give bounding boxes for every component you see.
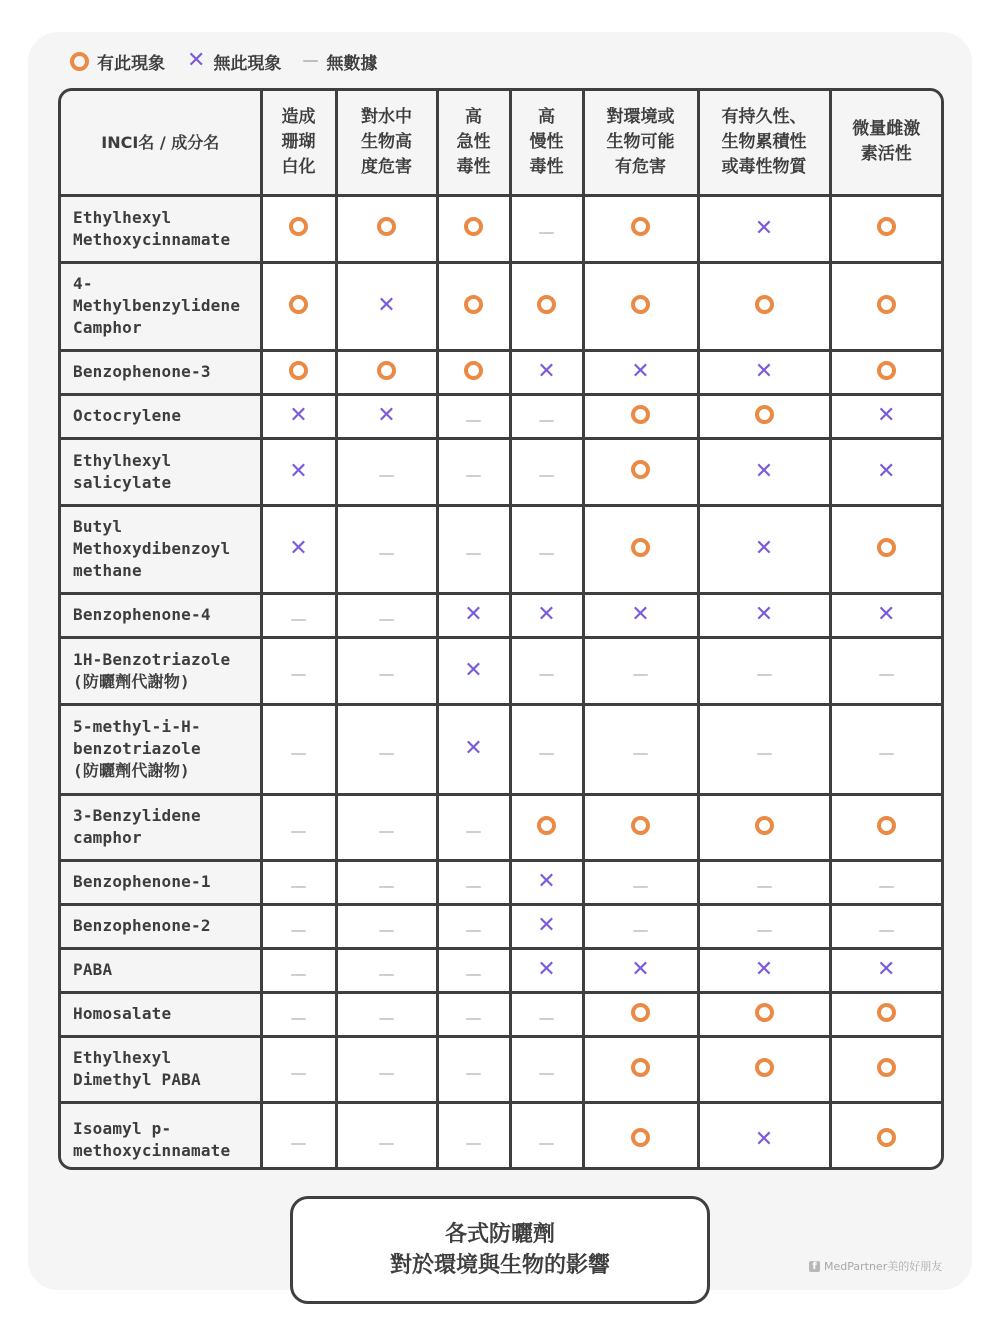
ring-icon [877, 538, 896, 557]
status-cell [698, 860, 830, 904]
ring-icon [631, 1058, 650, 1077]
table-row [61, 394, 941, 438]
ring-icon [464, 217, 483, 236]
status-cell [510, 637, 583, 704]
table-row [61, 505, 941, 593]
legend-item-present [70, 49, 165, 74]
status-cell [830, 794, 941, 860]
dash-icon [466, 930, 481, 932]
status-cell [698, 704, 830, 794]
dash-icon [291, 886, 306, 888]
ring-icon [464, 361, 483, 380]
status-cell [261, 350, 336, 394]
dash-icon [879, 886, 894, 888]
cross-icon: ✕ [289, 536, 308, 561]
status-cell [336, 794, 437, 860]
status-cell [830, 860, 941, 904]
ingredient-name: PABA [61, 948, 261, 992]
status-cell [698, 948, 830, 992]
status-cell [261, 794, 336, 860]
dash-icon [379, 831, 394, 833]
ingredient-name: 3-Benzylidene camphor [61, 794, 261, 860]
cross-icon: ✕ [464, 736, 483, 761]
dash-icon [379, 1073, 394, 1075]
legend-label: 無數據 [326, 53, 378, 74]
status-cell [583, 860, 698, 904]
dash-icon [539, 420, 554, 422]
status-cell [261, 904, 336, 948]
title-line-2: 對於環境與生物的影響 [389, 1253, 610, 1278]
status-cell [336, 637, 437, 704]
brand-credit [809, 1258, 942, 1274]
status-cell [336, 1036, 437, 1102]
status-cell [698, 904, 830, 948]
status-cell [510, 794, 583, 860]
ring-icon [631, 1128, 650, 1147]
status-cell [830, 394, 941, 438]
dash-icon [379, 674, 394, 676]
status-cell [830, 992, 941, 1036]
status-cell [336, 1102, 437, 1170]
status-cell [336, 860, 437, 904]
status-cell [336, 195, 437, 262]
status-cell [510, 704, 583, 794]
status-cell [336, 505, 437, 593]
cross-icon: ✕ [754, 957, 774, 982]
ring-icon [755, 405, 774, 424]
status-cell [437, 262, 510, 350]
status-cell [830, 262, 941, 350]
cross-icon: ✕ [877, 403, 896, 428]
status-cell [583, 704, 698, 794]
status-cell [437, 593, 510, 637]
dash-icon [633, 674, 648, 676]
status-cell [830, 904, 941, 948]
dash-icon [879, 753, 894, 755]
status-cell [336, 904, 437, 948]
cross-icon: ✕ [187, 48, 206, 73]
status-cell [336, 992, 437, 1036]
status-cell [698, 195, 830, 262]
status-cell [336, 394, 437, 438]
status-cell [510, 948, 583, 992]
dash-icon [379, 1143, 394, 1145]
ingredient-name: Benzophenone-2 [61, 904, 261, 948]
ring-icon [877, 1128, 896, 1147]
dash-icon [291, 831, 306, 833]
status-cell [830, 637, 941, 704]
status-cell [437, 1036, 510, 1102]
status-cell [510, 195, 583, 262]
facebook-icon: f [809, 1261, 820, 1272]
dash-icon [539, 1018, 554, 1020]
ingredient-name: Ethylhexyl Methoxycinnamate [61, 195, 261, 262]
dash-icon [466, 420, 481, 422]
cross-icon: ✕ [877, 458, 896, 484]
dash-icon [379, 619, 394, 621]
status-cell [698, 794, 830, 860]
status-cell [336, 350, 437, 394]
status-cell [583, 262, 698, 350]
status-cell [261, 992, 336, 1036]
cross-icon: ✕ [631, 602, 650, 627]
status-cell [698, 1036, 830, 1102]
cross-icon: ✕ [377, 403, 396, 428]
status-cell [437, 505, 510, 593]
status-cell [510, 394, 583, 438]
status-cell [510, 904, 583, 948]
ring-icon [631, 217, 650, 236]
cross-icon: ✕ [754, 536, 774, 561]
status-cell [261, 505, 336, 593]
ring-icon [631, 460, 650, 479]
status-cell [261, 1036, 336, 1102]
cross-icon: ✕ [537, 913, 556, 938]
dash-icon [466, 886, 481, 888]
sunscreen-impact-table [58, 88, 944, 1170]
status-cell [510, 1102, 583, 1170]
status-cell [261, 593, 336, 637]
cross-icon: ✕ [631, 359, 650, 384]
dash-icon [466, 1073, 481, 1075]
cross-icon: ✕ [464, 602, 483, 627]
ingredient-name: Homosalate [61, 992, 261, 1036]
status-cell [698, 350, 830, 394]
status-cell [830, 948, 941, 992]
status-cell [510, 350, 583, 394]
table-row [61, 1036, 941, 1102]
status-cell [437, 860, 510, 904]
cross-icon: ✕ [377, 293, 396, 318]
table-row [61, 1102, 941, 1170]
dash-icon [539, 475, 554, 477]
status-cell [583, 1102, 698, 1170]
table-row [61, 904, 941, 948]
status-cell [437, 394, 510, 438]
dash-icon [379, 930, 394, 932]
cross-icon: ✕ [537, 602, 556, 627]
dash-icon [291, 753, 306, 755]
ring-icon [877, 361, 896, 380]
dash-icon [291, 674, 306, 676]
dash-icon [757, 674, 772, 676]
cross-icon: ✕ [631, 957, 650, 982]
ring-icon [289, 361, 308, 380]
legend [70, 46, 399, 76]
status-cell [261, 704, 336, 794]
title-box [290, 1196, 710, 1304]
status-cell [336, 438, 437, 505]
ingredient-name: 5-methyl-i-H- benzotriazole (防曬劑代謝物) [61, 704, 261, 794]
legend-item-no-data [303, 49, 377, 74]
dash-icon [633, 930, 648, 932]
status-cell [830, 704, 941, 794]
dash-icon [466, 553, 481, 555]
ring-icon [464, 295, 483, 314]
ring-icon [377, 361, 396, 380]
status-cell [437, 904, 510, 948]
dash-icon [291, 619, 306, 621]
table-row [61, 593, 941, 637]
status-cell [583, 1036, 698, 1102]
status-cell [830, 505, 941, 593]
status-cell [510, 860, 583, 904]
column-header-possible-hazard: 對環境或 生物可能 有危害 [583, 91, 698, 195]
column-header-coral-bleaching: 造成 珊瑚 白化 [261, 91, 336, 195]
cross-icon: ✕ [877, 957, 896, 982]
status-cell [437, 794, 510, 860]
status-cell [698, 438, 830, 505]
dash-icon [466, 831, 481, 833]
status-cell [583, 438, 698, 505]
cross-icon: ✕ [877, 602, 896, 627]
status-cell [261, 438, 336, 505]
column-header-chronic-toxicity: 高 慢性 毒性 [510, 91, 583, 195]
cross-icon: ✕ [754, 359, 774, 384]
status-cell [583, 505, 698, 593]
status-cell [261, 394, 336, 438]
ring-icon [755, 816, 774, 835]
dash-icon [379, 475, 394, 477]
dash-icon [757, 886, 772, 888]
table-body [61, 195, 941, 1170]
status-cell [510, 438, 583, 505]
dash-icon [291, 1143, 306, 1145]
dash-icon [291, 930, 306, 932]
table-row [61, 195, 941, 262]
status-cell [510, 992, 583, 1036]
status-cell [698, 394, 830, 438]
cross-icon: ✕ [537, 869, 556, 894]
legend-label: 無此現象 [213, 53, 282, 74]
dash-icon [633, 886, 648, 888]
dash-icon [466, 1018, 481, 1020]
status-cell [261, 262, 336, 350]
ingredient-name: Benzophenone-3 [61, 350, 261, 394]
cross-icon: ✕ [289, 458, 308, 484]
ingredient-name: Octocrylene [61, 394, 261, 438]
status-cell [583, 195, 698, 262]
table-row [61, 704, 941, 794]
ring-icon [877, 217, 896, 236]
dash-icon [633, 753, 648, 755]
cross-icon: ✕ [537, 957, 556, 982]
dash-icon [379, 1018, 394, 1020]
dash-icon [466, 974, 481, 976]
dash-icon [303, 60, 318, 62]
dash-icon [379, 974, 394, 976]
status-cell [437, 704, 510, 794]
header-row [61, 91, 941, 195]
dash-icon [757, 753, 772, 755]
cross-icon: ✕ [754, 1126, 774, 1152]
status-cell [336, 593, 437, 637]
dash-icon [879, 674, 894, 676]
ring-icon [877, 295, 896, 314]
status-cell [510, 593, 583, 637]
ring-icon [537, 816, 556, 835]
status-cell [510, 262, 583, 350]
ring-icon [755, 1003, 774, 1022]
status-cell [830, 1102, 941, 1170]
column-header-inci-name: INCI名 / 成分名 [61, 91, 261, 195]
status-cell [336, 262, 437, 350]
ring-icon [877, 1058, 896, 1077]
status-cell [583, 992, 698, 1036]
cross-icon: ✕ [289, 403, 308, 428]
dash-icon [539, 232, 554, 234]
ring-icon [377, 217, 396, 236]
dash-icon [539, 553, 554, 555]
ingredient-name: Ethylhexyl Dimethyl PABA [61, 1036, 261, 1102]
dash-icon [379, 886, 394, 888]
status-cell [261, 860, 336, 904]
title-line-1: 各式防曬劑 [444, 1222, 555, 1247]
table-row [61, 637, 941, 704]
column-header-estrogenic-activity: 微量雌激 素活性 [830, 91, 941, 195]
status-cell [336, 948, 437, 992]
status-cell [510, 505, 583, 593]
column-header-pbt-substance: 有持久性、 生物累積性 或毒性物質 [698, 91, 830, 195]
dash-icon [379, 553, 394, 555]
table-row [61, 794, 941, 860]
status-cell [437, 195, 510, 262]
status-cell [830, 195, 941, 262]
ingredient-name: Benzophenone-4 [61, 593, 261, 637]
dash-icon [379, 753, 394, 755]
status-cell [698, 1102, 830, 1170]
ingredient-name: Isoamyl p- methoxycinnamate [61, 1102, 261, 1170]
table-row [61, 948, 941, 992]
ring-icon [755, 1058, 774, 1077]
ingredient-name: Benzophenone-1 [61, 860, 261, 904]
ingredient-name: 1H-Benzotriazole (防曬劑代謝物) [61, 637, 261, 704]
status-cell [830, 438, 941, 505]
brand-text: MedPartner美的好朋友 [824, 1260, 943, 1273]
dash-icon [539, 753, 554, 755]
dash-icon [539, 1073, 554, 1075]
table-row [61, 860, 941, 904]
dash-icon [291, 974, 306, 976]
status-cell [261, 637, 336, 704]
table-row [61, 350, 941, 394]
status-cell [583, 593, 698, 637]
ring-icon [877, 816, 896, 835]
table-row [61, 438, 941, 505]
status-cell [698, 505, 830, 593]
ring-icon [631, 1003, 650, 1022]
legend-item-absent [187, 49, 281, 74]
status-cell [510, 1036, 583, 1102]
table-row [61, 992, 941, 1036]
column-header-acute-toxicity: 高 急性 毒性 [437, 91, 510, 195]
status-cell [437, 350, 510, 394]
status-cell [437, 948, 510, 992]
status-cell [261, 948, 336, 992]
status-cell [261, 195, 336, 262]
ring-icon [631, 405, 650, 424]
status-cell [336, 704, 437, 794]
dash-icon [757, 930, 772, 932]
cross-icon: ✕ [754, 602, 774, 627]
status-cell [830, 593, 941, 637]
table-row [61, 262, 941, 350]
cross-icon: ✕ [754, 215, 774, 241]
status-cell [437, 992, 510, 1036]
status-cell [583, 948, 698, 992]
ring-icon [289, 295, 308, 314]
ring-icon [289, 217, 308, 236]
dash-icon [466, 475, 481, 477]
dash-icon [466, 1143, 481, 1145]
status-cell [583, 794, 698, 860]
ring-icon [631, 816, 650, 835]
status-cell [830, 350, 941, 394]
status-cell [698, 637, 830, 704]
status-cell [437, 637, 510, 704]
ring-icon [631, 538, 650, 557]
cross-icon: ✕ [754, 458, 774, 484]
status-cell [698, 593, 830, 637]
dash-icon [879, 930, 894, 932]
ingredient-name: Butyl Methoxydibenzoyl methane [61, 505, 261, 593]
legend-label: 有此現象 [97, 53, 165, 74]
ring-icon [877, 1003, 896, 1022]
ring-icon [631, 295, 650, 314]
status-cell [830, 1036, 941, 1102]
status-cell [261, 1102, 336, 1170]
cross-icon: ✕ [537, 359, 556, 384]
dash-icon [539, 674, 554, 676]
status-cell [583, 904, 698, 948]
cross-icon: ✕ [464, 657, 483, 683]
dash-icon [291, 1073, 306, 1075]
dash-icon [539, 1143, 554, 1145]
status-cell [437, 438, 510, 505]
column-header-aquatic-hazard: 對水中 生物高 度危害 [336, 91, 437, 195]
ring-icon [755, 295, 774, 314]
status-cell [583, 394, 698, 438]
status-cell [583, 637, 698, 704]
ingredient-name: Ethylhexyl salicylate [61, 438, 261, 505]
ingredient-name: 4- Methylbenzylidene Camphor [61, 262, 261, 350]
status-cell [437, 1102, 510, 1170]
status-cell [698, 992, 830, 1036]
table-grid [61, 91, 941, 1170]
dash-icon [291, 1018, 306, 1020]
ring-icon [537, 295, 556, 314]
status-cell [698, 262, 830, 350]
ring-icon [70, 52, 89, 71]
status-cell [583, 350, 698, 394]
